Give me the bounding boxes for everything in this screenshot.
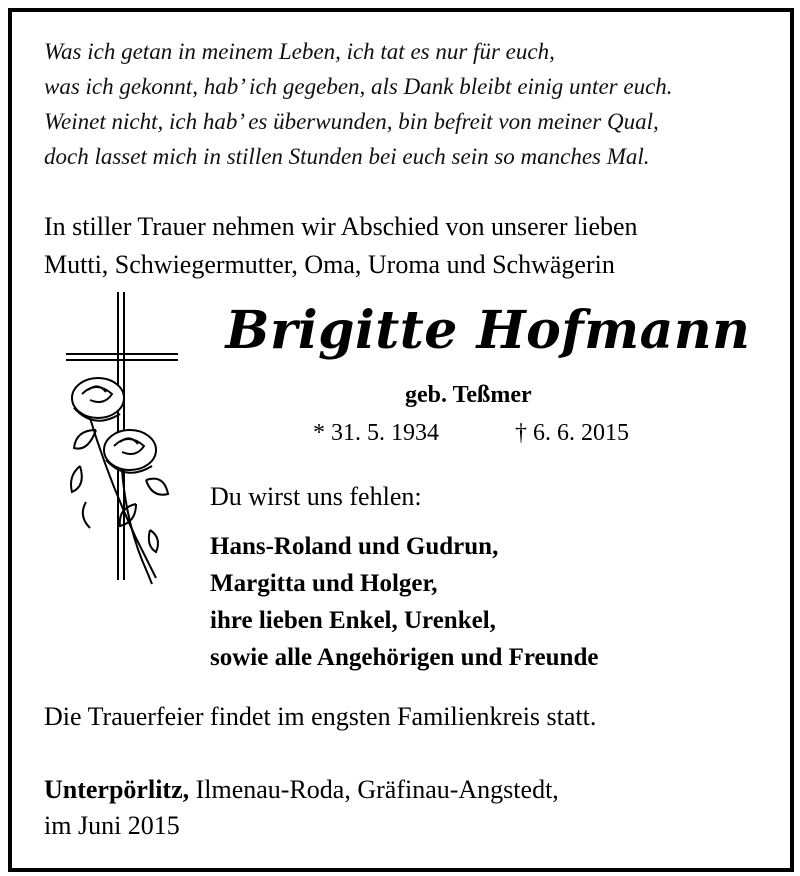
death-date: † 6. 6. 2015 <box>515 420 629 446</box>
other-places: Ilmenau-Roda, Gräfinau-Angstedt, <box>189 775 559 804</box>
poem-line: doch lasset mich in stillen Stunden bei euch sein so manches Mal. <box>44 144 650 169</box>
maiden-name: geb. Teßmer <box>405 382 532 408</box>
intro-line: In stiller Trauer nehmen wir Abschied von unserer lieben <box>44 212 638 241</box>
mourners-list <box>210 528 598 676</box>
birth-date: * 31. 5. 1934 <box>313 420 439 446</box>
places-line <box>44 772 764 808</box>
deceased-name: Brigitte Hofmann <box>225 300 751 361</box>
poem-line: was ich gekonnt, hab’ ich gegeben, als Dank bleibt einig unter euch. <box>44 74 673 99</box>
intro-line: Mutti, Schwiegermutter, Oma, Uroma und Schwägerin <box>44 250 615 279</box>
poem-line: Weinet nicht, ich hab’ es überwunden, bin befreit von meiner Qual, <box>44 109 659 134</box>
primary-place: Unterpörlitz, <box>44 775 190 804</box>
mourner-line: ihre lieben Enkel, Urenkel, <box>210 607 496 634</box>
mourner-line: Margitta und Holger, <box>210 570 438 597</box>
mourner-line: sowie alle Angehörigen und Freunde <box>210 644 599 671</box>
poem <box>44 34 774 174</box>
cross-with-roses-icon <box>60 290 180 610</box>
mourner-line: Hans-Roland und Gudrun, <box>210 533 499 560</box>
mourners-intro: Du wirst uns fehlen: <box>210 482 422 511</box>
poem-line: Was ich getan in meinem Leben, ich tat es nur für euch, <box>44 39 555 64</box>
ceremony-notice: Die Trauerfeier findet im engsten Familienkreis statt. <box>44 702 597 731</box>
farewell-intro <box>44 208 774 284</box>
places-and-date <box>44 772 764 844</box>
notice-date: im Juni 2015 <box>44 811 180 840</box>
